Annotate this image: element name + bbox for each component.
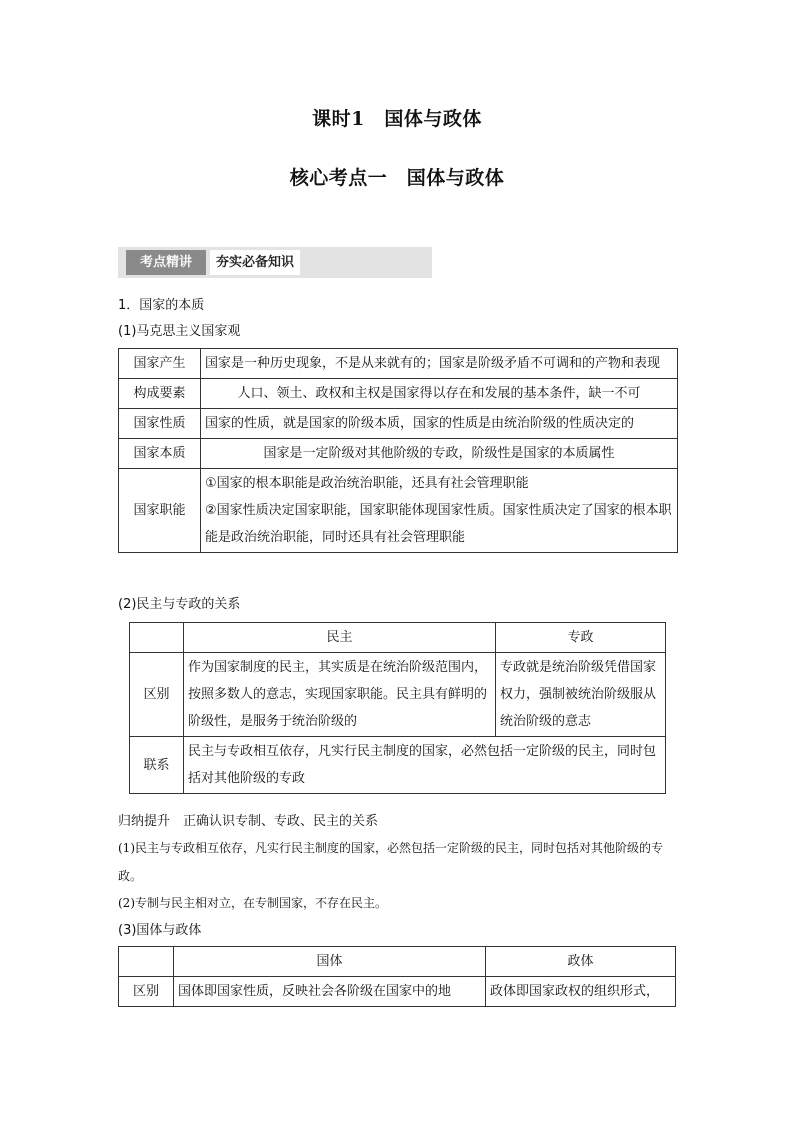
- table-row: [119, 379, 678, 409]
- row-label: 国家本质: [119, 439, 201, 469]
- heading-state-essence: 1．国家的本质: [118, 298, 205, 313]
- header-democracy: 民主: [184, 623, 496, 653]
- table-guoti-zhengti: [118, 946, 676, 1007]
- header-dictatorship: 专政: [496, 623, 666, 653]
- row-label: 联系: [130, 737, 184, 794]
- row-label: 构成要素: [119, 379, 201, 409]
- row-label: 国家职能: [119, 469, 201, 553]
- cell-dictatorship: 专政就是统治阶级凭借国家权力，强制被统治阶级服从统治阶级的意志: [496, 653, 666, 737]
- row-content: [201, 469, 678, 553]
- header-zhengti: 政体: [486, 947, 676, 977]
- table-header-row: [119, 947, 676, 977]
- row-content: 国家的性质，就是国家的阶级本质，国家的性质是由统治阶级的性质决定的: [201, 409, 678, 439]
- table-row: [119, 439, 678, 469]
- header-guoti: 国体: [174, 947, 486, 977]
- row-label: 区别: [130, 653, 184, 737]
- row-label: 国家性质: [119, 409, 201, 439]
- cell-guoti: 国体即国家性质，反映社会各阶级在国家中的地: [174, 977, 486, 1007]
- row-content: 国家是一种历史现象，不是从来就有的；国家是阶级矛盾不可调和的产物和表现: [201, 349, 678, 379]
- table-row: [119, 977, 676, 1007]
- subheading-marxist-view: (1)马克思主义国家观: [118, 324, 241, 339]
- banner-tag: 考点精讲: [126, 250, 206, 275]
- summary-point-1: (1)民主与专政相互依存，凡实行民主制度的国家，必然包括一定阶级的民主，同时包括对其他阶级的专政。: [118, 841, 664, 883]
- summary-heading: 归纳提升 正确认识专制、专政、民主的关系: [118, 814, 379, 829]
- row-label: 国家产生: [119, 349, 201, 379]
- function-point-2: ②国家性质决定国家职能，国家职能体现国家性质。国家性质决定了国家的根本职能是政治统治职能，同时还具有社会管理职能: [205, 503, 672, 545]
- table-democracy-dictatorship: [129, 622, 666, 794]
- cell-democracy: 作为国家制度的民主，其实质是在统治阶级范围内，按照多数人的意志，实现国家职能。民主具有鲜明的阶级性，是服务于统治阶级的: [184, 653, 496, 737]
- summary-point-2: (2)专制与民主相对立，在专制国家，不存在民主。: [118, 896, 387, 910]
- section-banner: [118, 247, 432, 278]
- subheading-guoti-zhengti: (3)国体与政体: [118, 923, 202, 938]
- table-row: [119, 469, 678, 553]
- table-row: [130, 653, 666, 737]
- section-title: 核心考点一 国体与政体: [289, 167, 505, 189]
- banner-text: 夯实必备知识: [210, 250, 300, 275]
- table-header-row: [130, 623, 666, 653]
- table-row: [119, 349, 678, 379]
- function-point-1: ①国家的根本职能是政治统治职能，还具有社会管理职能: [205, 476, 529, 491]
- row-content: 人口、领土、政权和主权是国家得以存在和发展的基本条件，缺一不可: [201, 379, 678, 409]
- table-row: [119, 409, 678, 439]
- page-title: 课时1 国体与政体: [312, 108, 482, 130]
- subheading-democracy-dictatorship: (2)民主与专政的关系: [118, 597, 241, 612]
- cell-zhengti: 政体即国家政权的组织形式，: [486, 977, 676, 1007]
- row-label: 区别: [119, 977, 174, 1007]
- table-marxist-state-view: [118, 348, 678, 553]
- table-row: [130, 737, 666, 794]
- header-empty: [119, 947, 174, 977]
- cell-relation: 民主与专政相互依存，凡实行民主制度的国家，必然包括一定阶级的民主，同时包括对其他阶级的专政: [184, 737, 666, 794]
- header-empty: [130, 623, 184, 653]
- row-content: 国家是一定阶级对其他阶级的专政，阶级性是国家的本质属性: [201, 439, 678, 469]
